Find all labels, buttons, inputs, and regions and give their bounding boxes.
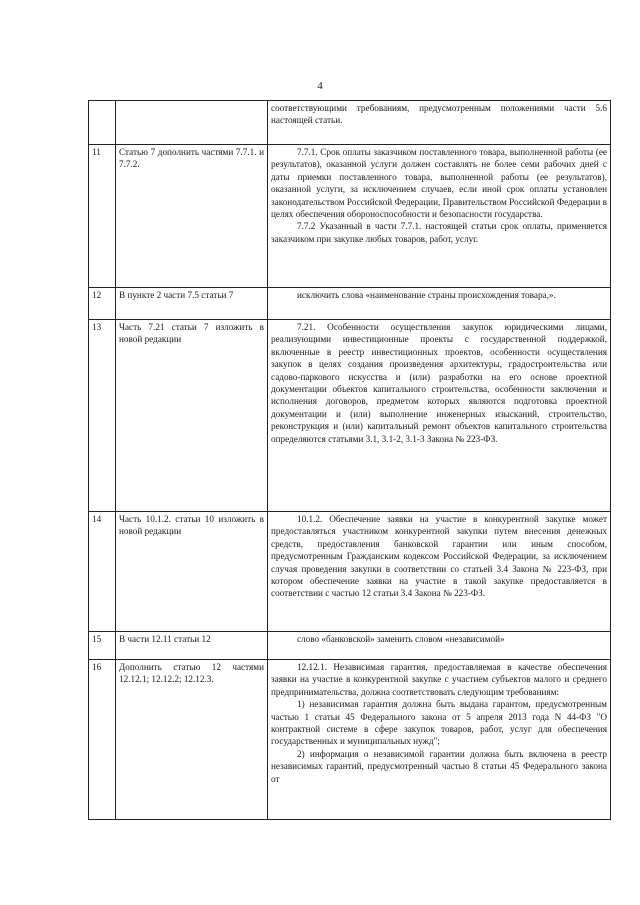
row-number: 15 xyxy=(89,632,116,660)
row-content xyxy=(268,632,611,660)
row-number xyxy=(89,101,116,145)
content-paragraph: 12.12.1. Независимая гарантия, предоставляемая в качестве обеспечения заявки на участие в конкурентной закупке с участием субъектов малого и среднего предпринимательства, должна соответствовать следующим требованиям: xyxy=(271,662,607,697)
content-paragraph: 7.7.1. Срок оплаты заказчиком поставленного товара, выполненной работы (ее результатов), оказанной услуги должен составлять не более семи рабочих дней с даты приемки поставленного товара, выполненной работы (ее результатов), оказанной услуги, за исключением случаев, если иной срок оплаты установлен законодательством Российской Федерации, Правительством Российской Федерации в целях обеспечения обороноспособности и безопасности государства. xyxy=(271,147,607,220)
amendments-table xyxy=(88,100,611,820)
row-instruction: Часть 10.1.2. статьи 10 изложить в новой редакции xyxy=(116,512,268,632)
row-content xyxy=(268,288,611,320)
table-row xyxy=(89,320,611,512)
content-paragraph: исключить слова «наименование страны происхождения товара,». xyxy=(297,290,556,300)
row-content xyxy=(268,660,611,820)
content-paragraph: 1) независимая гарантия должна быть выдана гарантом, предусмотренным частью 1 статьи 45 Федерального закона от 5 апреля 2013 года N 44-ФЗ "О контрактной системе в сфере закупок товаров, работ, услуг для обеспечения государственных и муниципальных нужд"; xyxy=(271,699,607,747)
row-number: 12 xyxy=(89,288,116,320)
content-paragraph: 10.1.2. Обеспечение заявки на участие в конкурентной закупке может предоставляться участником конкурентной закупки путем внесения денежных средств, предоставления банковской гарантии или иным способом, предусмотренным Гражданским кодексом Российской Федерации, за исключением случая проведения закупки в соответствии со статьей 3.4 Закона № 223-ФЗ, при котором обеспечение заявки на участие в такой закупке предоставляется в соответствии с частью 12 статьи 3.4 Закона № 223-ФЗ. xyxy=(271,514,607,599)
table-row xyxy=(89,101,611,145)
table-row xyxy=(89,660,611,820)
table-row xyxy=(89,288,611,320)
content-paragraph: 7.21. Особенности осуществления закупок юридическими лицами, реализующими инвестиционные проекты с государственной поддержкой, включенные в реестр инвестиционных проектов, особенности осуществления закупок в целях создания произведения архитектуры, градостроительства или садово-паркового искусства и (или) разработки на его основе проектной документации объектов капитального строительства, особенности заключения и исполнения договоров, предметом которых являются подготовка проектной документации и (или) выполнение инженерных изысканий, строительство, реконструкция и (или) капитальный ремонт объектов капитального строительства определяются статьями 3.1, 3.1-2, 3.1-3 Закона № 223-ФЗ. xyxy=(271,322,607,444)
row-number: 14 xyxy=(89,512,116,632)
table-row xyxy=(89,632,611,660)
row-number: 13 xyxy=(89,320,116,512)
row-content xyxy=(268,145,611,288)
content-paragraph: соответствующими требованиям, предусмотренным положениями части 5.6 настоящей статьи. xyxy=(271,103,607,126)
table-row xyxy=(89,512,611,632)
row-content xyxy=(268,101,611,145)
content-paragraph: слово «банковской» заменить словом «независимой» xyxy=(297,634,505,644)
row-instruction: В части 12.11 статьи 12 xyxy=(116,632,268,660)
row-content xyxy=(268,512,611,632)
row-number: 11 xyxy=(89,145,116,288)
table-row xyxy=(89,145,611,288)
row-instruction xyxy=(116,101,268,145)
page-number: 4 xyxy=(317,80,323,92)
row-number: 16 xyxy=(89,660,116,820)
row-instruction: Статью 7 дополнить частями 7.7.1. и 7.7.2. xyxy=(116,145,268,288)
row-instruction: В пункте 2 части 7.5 статьи 7 xyxy=(116,288,268,320)
row-instruction: Часть 7.21 статьи 7 изложить в новой редакции xyxy=(116,320,268,512)
row-instruction: Дополнить статью 12 частями 12.12.1; 12.12.2; 12.12.3. xyxy=(116,660,268,820)
content-paragraph: 2) информация о независимой гарантии должна быть включена в реестр независимых гарантий, предусмотренный частью 8 статьи 45 Федерального закона от xyxy=(271,748,607,784)
row-content xyxy=(268,320,611,512)
content-paragraph: 7.7.2 Указанный в части 7.7.1. настоящей статьи срок оплаты, применяется заказчиком при закупке любых товаров, работ, услуг. xyxy=(271,221,607,244)
